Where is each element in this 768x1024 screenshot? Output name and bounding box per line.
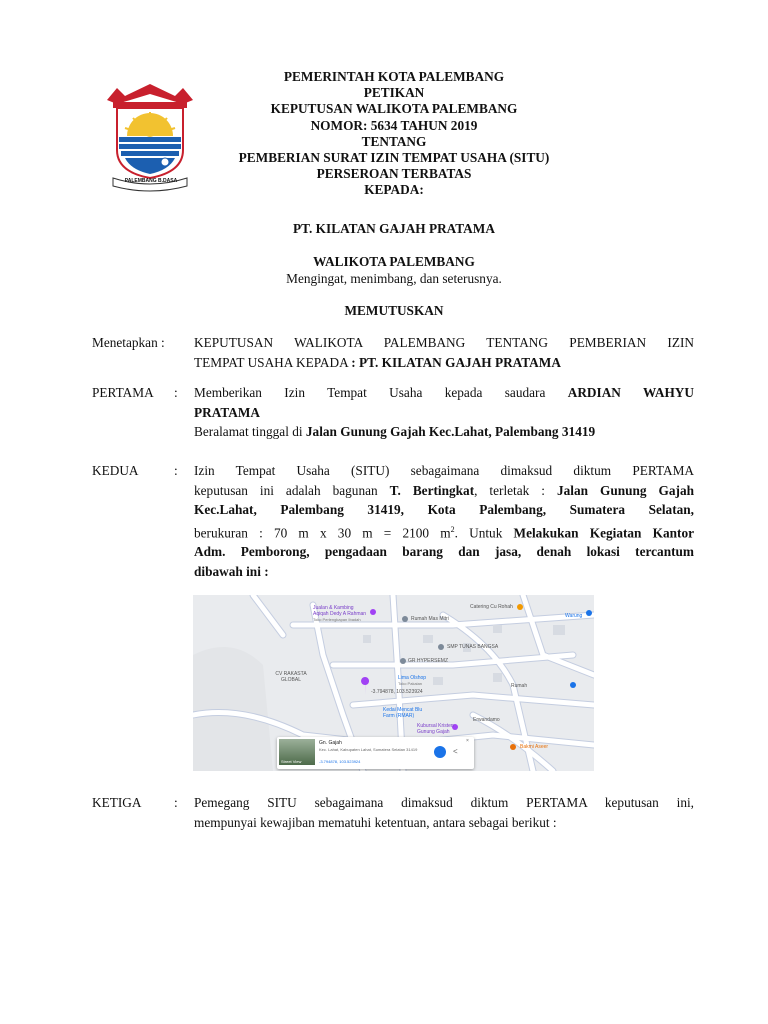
palembang-city-seal-logo (103, 82, 197, 192)
map-label-place9: Kedai Mencat Blu Farm (RMAR) (383, 707, 423, 719)
considering-text: Mengingat, menimbang, dan seterusnya. (286, 271, 502, 286)
place-card-title: Gn. Gajah (319, 740, 342, 746)
header-line: KEPUTUSAN WALIKOTA PALEMBANG (270, 101, 518, 117)
map-label-place6: CV RAKASTA GLOBAL (275, 671, 307, 683)
body-line (194, 520, 694, 543)
section-label: Menetapkan : (92, 335, 165, 350)
body-line: KEPUTUSAN WALIKOTA PALEMBANG TENTANG PEMBERIAN IZIN (194, 335, 694, 350)
activity: Adm. Pemborong, pengadaan barang dan jasa, denah lokasi tercantum (194, 544, 694, 560)
map-label-place1c: Toko Perlengkapan Ibadah (313, 617, 361, 622)
location-map[interactable] (193, 595, 594, 771)
decide-heading: MEMUTUSKAN (344, 303, 444, 318)
mayor-title: WALIKOTA PALEMBANG (313, 254, 475, 269)
map-label-place7: Lima Olshop (398, 675, 427, 681)
body-line (194, 481, 694, 501)
map-label-place8: Rumah (511, 683, 528, 689)
body-line (194, 542, 694, 562)
text-fragment: berukuran : 70 m x 30 m = 2100 m (194, 524, 451, 540)
map-label-place1b: Aqiqah Dedy A Rahman (313, 611, 367, 617)
body-line: Izin Tempat Usaha (SITU) sebagaimana dimaksud diktum PERTAMA (194, 463, 694, 478)
map-place-card[interactable] (277, 737, 474, 769)
section-label: PERTAMA (92, 385, 154, 400)
share-icon[interactable]: < (453, 747, 458, 756)
logo-banner-text: PALEMBANG B.DASA (124, 178, 178, 184)
person-name: PRATAMA (194, 404, 260, 420)
close-icon[interactable]: × (466, 738, 469, 744)
body-line: mempunyai kewajiban mematuhi ketentuan, antara sebagai berikut : (194, 814, 557, 830)
section-colon: : (174, 795, 178, 810)
map-label-place2: Rumah Mas Mitri (411, 616, 449, 622)
header-line: PEMBERIAN SURAT IZIN TEMPAT USAHA (SITU) (238, 150, 550, 166)
address: Jalan Gunung Gajah Kec.Lahat, Palembang 31419 (305, 424, 596, 439)
company-name: PT. KILATAN GAJAH PRATAMA (293, 221, 495, 236)
header-line: PETIKAN (363, 85, 425, 101)
map-label-place7b: Toko Pakaian (398, 681, 423, 686)
text-fragment: TEMPAT USAHA KEPADA (194, 354, 352, 370)
map-label-place10: Kubursal Kristen Gunung Gajah (417, 723, 454, 735)
place-card-subtitle: Kec. Lahat, Kabupaten Lahat, Sumatera Selatan 31419 (319, 747, 418, 752)
section-label: KETIGA (92, 795, 142, 810)
section-colon: : (174, 385, 178, 400)
building-type: T. Bertingkat (389, 482, 475, 498)
header-line: TENTANG (361, 133, 427, 149)
activity: Melakukan Kegiatan Kantor (513, 524, 694, 540)
superscript: 2 (450, 524, 455, 534)
body-line (194, 353, 694, 373)
header-line: PERSEROAN TERBATAS (316, 166, 472, 182)
header-line: NOMOR: 5634 TAHUN 2019 (310, 117, 478, 133)
body-line (194, 422, 694, 442)
document-header (200, 69, 588, 199)
person-name: ARDIAN WAHYU (567, 385, 695, 400)
header-line: PEMERINTAH KOTA PALEMBANG (283, 69, 505, 84)
address: Jalan Gunung Gajah (556, 482, 695, 498)
text-fragment: . Untuk (454, 524, 514, 540)
body-line (194, 562, 694, 582)
company-reference: : PT. KILATAN GAJAH PRATAMA (351, 354, 561, 370)
map-label-place5: GR HYPERSEMZ (408, 658, 449, 664)
text-fragment: Memberikan Izin Tempat Usaha kepada saudara (194, 385, 568, 400)
body-line (194, 383, 694, 403)
street-view-thumbnail[interactable] (279, 739, 315, 765)
body-line: Pemegang SITU sebagaimana dimaksud diktum PERTAMA keputusan ini, (194, 795, 694, 810)
place-card-coords: -3.794878, 103.523924 (319, 759, 361, 764)
body-line (194, 403, 694, 423)
text-fragment: Beralamat tinggal di (194, 424, 306, 439)
map-label-place3: Catering Cu Rohah (470, 604, 513, 610)
section-label: KEDUA (92, 463, 139, 478)
body-line (194, 500, 694, 520)
text-fragment: keputusan ini adalah bagunan (194, 482, 390, 498)
map-label-place4: SMP TUNAS BANGSA (447, 644, 499, 650)
header-line: KEPADA: (364, 182, 424, 198)
map-label-coords: -3.794878, 103.523924 (371, 689, 423, 695)
street-view-caption: Street View (281, 759, 302, 764)
map-label-place13: Warung (565, 613, 583, 619)
map-label-place1: Jualan & Kambing (313, 605, 354, 611)
text-fragment: , terletak : (474, 482, 557, 498)
activity: dibawah ini : (194, 563, 269, 579)
directions-icon[interactable] (434, 746, 446, 758)
map-label-place11: Bakmi Aseer (520, 744, 549, 750)
address: Kec.Lahat, Palembang 31419, Kota Palembang, Sumatera Selatan, (194, 502, 694, 517)
map-label-place12: Erwandamo (473, 717, 500, 723)
section-colon: : (174, 463, 178, 478)
